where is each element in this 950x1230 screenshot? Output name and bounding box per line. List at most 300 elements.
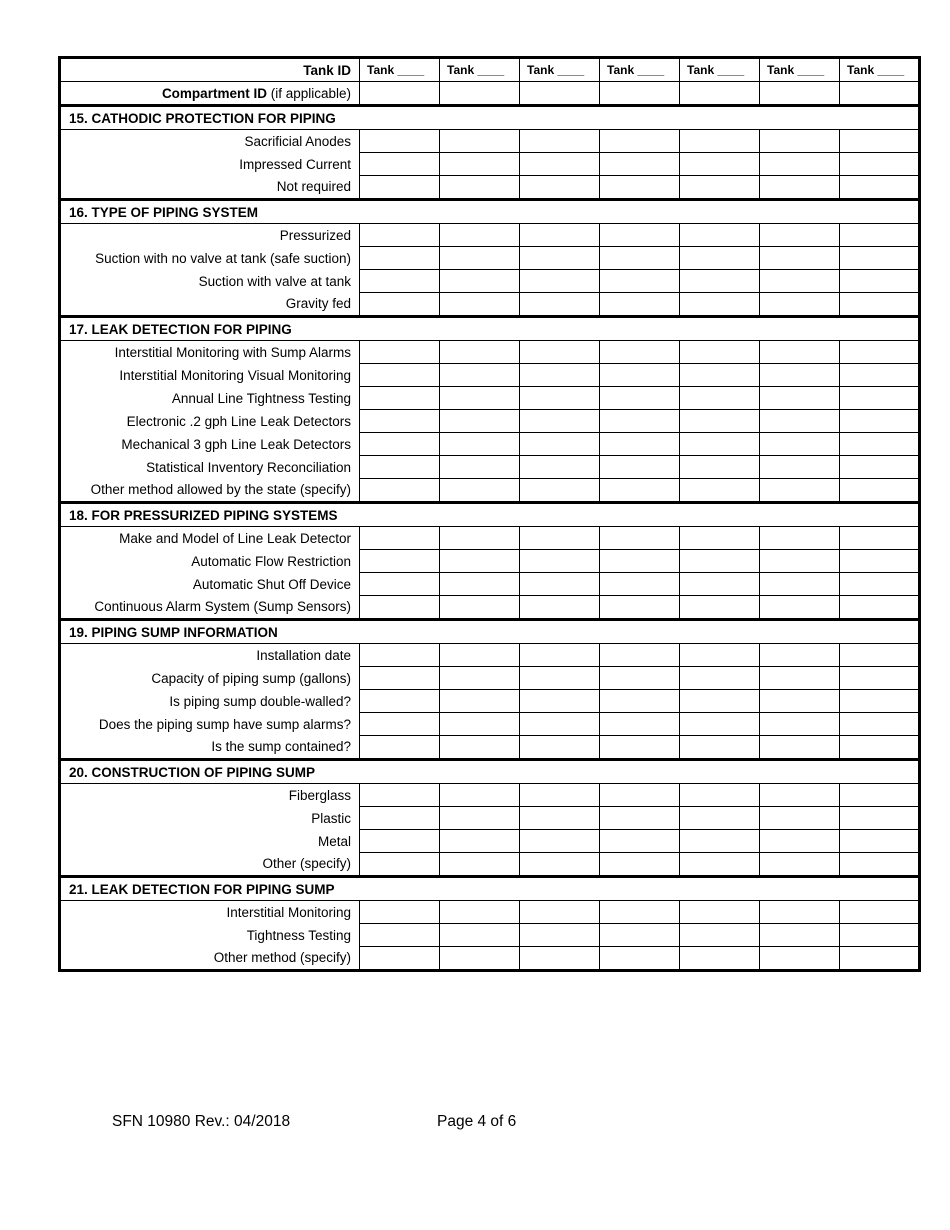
row-label: Suction with no valve at tank (safe suction) <box>60 247 360 270</box>
tank-entry-field[interactable] <box>440 924 520 947</box>
tank-entry-field[interactable] <box>760 853 840 877</box>
row-label: Statistical Inventory Reconciliation <box>60 456 360 479</box>
tank-entry-field[interactable] <box>840 130 920 153</box>
tank-entry-field[interactable] <box>520 153 600 176</box>
tank-entry-field[interactable] <box>520 573 600 596</box>
row-label: Is piping sump double-walled? <box>60 690 360 713</box>
tank-column-header[interactable]: Tank ____ <box>360 58 440 82</box>
tank-entry-field[interactable] <box>520 293 600 317</box>
section-header-row <box>60 620 920 644</box>
tank-entry-field[interactable] <box>520 784 600 807</box>
form-row <box>60 713 920 736</box>
tank-entry-field[interactable] <box>680 479 760 503</box>
tank-entry-field[interactable] <box>440 853 520 877</box>
tank-column-header[interactable]: Tank ____ <box>440 58 520 82</box>
tank-entry-field[interactable] <box>520 807 600 830</box>
section-header-row <box>60 877 920 901</box>
tank-entry-field[interactable] <box>840 247 920 270</box>
row-label: Annual Line Tightness Testing <box>60 387 360 410</box>
tank-entry-field[interactable] <box>360 690 440 713</box>
tank-entry-field[interactable] <box>360 667 440 690</box>
tank-entry-field[interactable] <box>680 247 760 270</box>
tank-entry-field[interactable] <box>520 479 600 503</box>
form-row <box>60 807 920 830</box>
tank-entry-field[interactable] <box>680 224 760 247</box>
tank-entry-field[interactable] <box>680 293 760 317</box>
tank-entry-field[interactable] <box>680 153 760 176</box>
tank-entry-field[interactable] <box>520 713 600 736</box>
form-row <box>60 293 920 317</box>
tank-entry-field[interactable] <box>360 830 440 853</box>
tank-column-header[interactable]: Tank ____ <box>520 58 600 82</box>
tank-entry-field[interactable] <box>440 550 520 573</box>
compartment-id-field[interactable] <box>440 82 520 106</box>
tank-column-header[interactable]: Tank ____ <box>760 58 840 82</box>
form-row <box>60 456 920 479</box>
tank-entry-field[interactable] <box>440 527 520 550</box>
row-label: Electronic .2 gph Line Leak Detectors <box>60 410 360 433</box>
tank-entry-field[interactable] <box>440 364 520 387</box>
section-title: 15. CATHODIC PROTECTION FOR PIPING <box>60 106 920 130</box>
form-number: SFN 10980 Rev.: 04/2018 <box>112 1113 291 1130</box>
tank-entry-field[interactable] <box>840 573 920 596</box>
tank-entry-field[interactable] <box>760 596 840 620</box>
tank-entry-field[interactable] <box>440 713 520 736</box>
tank-entry-field[interactable] <box>680 456 760 479</box>
tank-entry-field[interactable] <box>360 341 440 364</box>
tank-entry-field[interactable] <box>760 387 840 410</box>
tank-entry-field[interactable] <box>600 527 680 550</box>
tank-entry-field[interactable] <box>680 901 760 924</box>
section-title: 16. TYPE OF PIPING SYSTEM <box>60 200 920 224</box>
tank-column-header[interactable]: Tank ____ <box>600 58 680 82</box>
tank-entry-field[interactable] <box>600 784 680 807</box>
tank-entry-field[interactable] <box>520 596 600 620</box>
tank-entry-field[interactable] <box>840 924 920 947</box>
tank-entry-field[interactable] <box>360 736 440 760</box>
tank-entry-field[interactable] <box>760 713 840 736</box>
tank-entry-field[interactable] <box>440 270 520 293</box>
tank-entry-field[interactable] <box>840 410 920 433</box>
tank-entry-field[interactable] <box>600 667 680 690</box>
form-row <box>60 387 920 410</box>
tank-entry-field[interactable] <box>760 293 840 317</box>
tank-entry-field[interactable] <box>360 550 440 573</box>
row-label: Tightness Testing <box>60 924 360 947</box>
tank-entry-field[interactable] <box>680 853 760 877</box>
tank-column-header[interactable]: Tank ____ <box>680 58 760 82</box>
section-header-row <box>60 760 920 784</box>
tank-entry-field[interactable] <box>600 479 680 503</box>
tank-entry-field[interactable] <box>440 293 520 317</box>
tank-entry-field[interactable] <box>680 690 760 713</box>
section-title: 20. CONSTRUCTION OF PIPING SUMP <box>60 760 920 784</box>
section-header-row <box>60 200 920 224</box>
tank-entry-field[interactable] <box>520 410 600 433</box>
tank-entry-field[interactable] <box>520 130 600 153</box>
tank-entry-field[interactable] <box>360 270 440 293</box>
tank-entry-field[interactable] <box>760 364 840 387</box>
form-row <box>60 153 920 176</box>
tank-entry-field[interactable] <box>600 736 680 760</box>
tank-column-header[interactable]: Tank ____ <box>840 58 920 82</box>
tank-entry-field[interactable] <box>600 690 680 713</box>
section-header-row <box>60 106 920 130</box>
tank-entry-field[interactable] <box>360 901 440 924</box>
tank-entry-field[interactable] <box>760 947 840 971</box>
tank-entry-field[interactable] <box>360 924 440 947</box>
section-title: 18. FOR PRESSURIZED PIPING SYSTEMS <box>60 503 920 527</box>
tank-entry-field[interactable] <box>600 713 680 736</box>
tank-entry-field[interactable] <box>680 387 760 410</box>
tank-entry-field[interactable] <box>360 247 440 270</box>
row-label: Pressurized <box>60 224 360 247</box>
tank-entry-field[interactable] <box>440 573 520 596</box>
row-label: Interstitial Monitoring Visual Monitoring <box>60 364 360 387</box>
tank-entry-field[interactable] <box>440 901 520 924</box>
tank-entry-field[interactable] <box>760 901 840 924</box>
row-label: Automatic Shut Off Device <box>60 573 360 596</box>
section-title: 17. LEAK DETECTION FOR PIPING <box>60 317 920 341</box>
tank-entry-field[interactable] <box>760 667 840 690</box>
row-label: Does the piping sump have sump alarms? <box>60 713 360 736</box>
compartment-id-field[interactable] <box>360 82 440 106</box>
tank-piping-form-table <box>58 56 921 972</box>
section-header-row <box>60 317 920 341</box>
tank-entry-field[interactable] <box>360 947 440 971</box>
form-row <box>60 784 920 807</box>
tank-entry-field[interactable] <box>680 364 760 387</box>
tank-entry-field[interactable] <box>600 130 680 153</box>
tank-entry-field[interactable] <box>760 341 840 364</box>
tank-entry-field[interactable] <box>680 410 760 433</box>
row-label: Automatic Flow Restriction <box>60 550 360 573</box>
tank-entry-field[interactable] <box>600 153 680 176</box>
tank-entry-field[interactable] <box>840 736 920 760</box>
tank-entry-field[interactable] <box>840 433 920 456</box>
tank-entry-field[interactable] <box>520 364 600 387</box>
tank-entry-field[interactable] <box>600 807 680 830</box>
tank-entry-field[interactable] <box>840 784 920 807</box>
tank-entry-field[interactable] <box>440 830 520 853</box>
tank-entry-field[interactable] <box>680 596 760 620</box>
tank-entry-field[interactable] <box>760 410 840 433</box>
compartment-id-label: Compartment ID (if applicable) <box>60 82 360 106</box>
form-row <box>60 667 920 690</box>
row-label: Plastic <box>60 807 360 830</box>
tank-entry-field[interactable] <box>360 807 440 830</box>
compartment-id-field[interactable] <box>680 82 760 106</box>
tank-entry-field[interactable] <box>680 176 760 200</box>
tank-entry-field[interactable] <box>520 527 600 550</box>
tank-entry-field[interactable] <box>520 667 600 690</box>
tank-entry-field[interactable] <box>840 853 920 877</box>
tank-entry-field[interactable] <box>840 341 920 364</box>
tank-entry-field[interactable] <box>760 736 840 760</box>
form-row <box>60 247 920 270</box>
tank-entry-field[interactable] <box>760 176 840 200</box>
tank-entry-field[interactable] <box>520 270 600 293</box>
tank-entry-field[interactable] <box>360 853 440 877</box>
tank-entry-field[interactable] <box>680 341 760 364</box>
tank-entry-field[interactable] <box>360 433 440 456</box>
tank-entry-field[interactable] <box>840 690 920 713</box>
tank-entry-field[interactable] <box>360 130 440 153</box>
tank-entry-field[interactable] <box>760 784 840 807</box>
tank-entry-field[interactable] <box>840 550 920 573</box>
form-row <box>60 130 920 153</box>
tank-entry-field[interactable] <box>440 736 520 760</box>
tank-entry-field[interactable] <box>760 830 840 853</box>
tank-entry-field[interactable] <box>680 736 760 760</box>
tank-entry-field[interactable] <box>600 247 680 270</box>
tank-entry-field[interactable] <box>600 341 680 364</box>
form-row <box>60 364 920 387</box>
tank-entry-field[interactable] <box>440 130 520 153</box>
form-row <box>60 550 920 573</box>
row-label: Mechanical 3 gph Line Leak Detectors <box>60 433 360 456</box>
tank-entry-field[interactable] <box>600 293 680 317</box>
row-label: Other (specify) <box>60 853 360 877</box>
tank-entry-field[interactable] <box>360 153 440 176</box>
tank-entry-field[interactable] <box>600 176 680 200</box>
tank-entry-field[interactable] <box>760 644 840 667</box>
tank-entry-field[interactable] <box>440 644 520 667</box>
tank-entry-field[interactable] <box>440 690 520 713</box>
tank-entry-field[interactable] <box>440 410 520 433</box>
tank-entry-field[interactable] <box>680 550 760 573</box>
row-label: Not required <box>60 176 360 200</box>
tank-entry-field[interactable] <box>360 456 440 479</box>
tank-entry-field[interactable] <box>520 736 600 760</box>
form-row <box>60 224 920 247</box>
form-row <box>60 410 920 433</box>
tank-entry-field[interactable] <box>600 830 680 853</box>
tank-entry-field[interactable] <box>680 644 760 667</box>
tank-entry-field[interactable] <box>840 153 920 176</box>
tank-entry-field[interactable] <box>600 433 680 456</box>
compartment-id-field[interactable] <box>600 82 680 106</box>
tank-entry-field[interactable] <box>840 644 920 667</box>
row-label: Other method (specify) <box>60 947 360 971</box>
tank-entry-field[interactable] <box>440 153 520 176</box>
tank-entry-field[interactable] <box>520 644 600 667</box>
tank-entry-field[interactable] <box>760 224 840 247</box>
tank-entry-field[interactable] <box>440 176 520 200</box>
tank-entry-field[interactable] <box>520 341 600 364</box>
compartment-id-field[interactable] <box>760 82 840 106</box>
tank-entry-field[interactable] <box>680 807 760 830</box>
tank-entry-field[interactable] <box>600 364 680 387</box>
tank-id-header-row <box>60 58 920 82</box>
tank-entry-field[interactable] <box>840 947 920 971</box>
tank-entry-field[interactable] <box>360 527 440 550</box>
tank-entry-field[interactable] <box>760 433 840 456</box>
form-row <box>60 433 920 456</box>
tank-entry-field[interactable] <box>600 853 680 877</box>
form-row <box>60 853 920 877</box>
tank-entry-field[interactable] <box>840 830 920 853</box>
row-label: Capacity of piping sump (gallons) <box>60 667 360 690</box>
tank-entry-field[interactable] <box>440 596 520 620</box>
tank-entry-field[interactable] <box>360 573 440 596</box>
form-row <box>60 270 920 293</box>
tank-entry-field[interactable] <box>520 387 600 410</box>
tank-entry-field[interactable] <box>360 293 440 317</box>
tank-entry-field[interactable] <box>520 690 600 713</box>
tank-entry-field[interactable] <box>840 224 920 247</box>
tank-entry-field[interactable] <box>840 667 920 690</box>
tank-entry-field[interactable] <box>440 807 520 830</box>
tank-entry-field[interactable] <box>760 690 840 713</box>
tank-entry-field[interactable] <box>840 527 920 550</box>
tank-entry-field[interactable] <box>360 176 440 200</box>
tank-entry-field[interactable] <box>760 456 840 479</box>
tank-entry-field[interactable] <box>440 667 520 690</box>
tank-entry-field[interactable] <box>840 387 920 410</box>
tank-entry-field[interactable] <box>360 410 440 433</box>
form-row <box>60 690 920 713</box>
tank-entry-field[interactable] <box>520 901 600 924</box>
form-row <box>60 527 920 550</box>
tank-entry-field[interactable] <box>520 924 600 947</box>
row-label: Make and Model of Line Leak Detector <box>60 527 360 550</box>
tank-entry-field[interactable] <box>520 947 600 971</box>
form-row <box>60 901 920 924</box>
form-row <box>60 176 920 200</box>
tank-entry-field[interactable] <box>600 456 680 479</box>
tank-entry-field[interactable] <box>760 270 840 293</box>
tank-entry-field[interactable] <box>680 830 760 853</box>
tank-entry-field[interactable] <box>600 947 680 971</box>
tank-entry-field[interactable] <box>360 364 440 387</box>
tank-entry-field[interactable] <box>680 270 760 293</box>
tank-entry-field[interactable] <box>600 596 680 620</box>
tank-entry-field[interactable] <box>680 947 760 971</box>
tank-entry-field[interactable] <box>840 270 920 293</box>
row-label: Other method allowed by the state (specify) <box>60 479 360 503</box>
tank-entry-field[interactable] <box>680 527 760 550</box>
tank-entry-field[interactable] <box>360 479 440 503</box>
row-label: Is the sump contained? <box>60 736 360 760</box>
tank-entry-field[interactable] <box>520 456 600 479</box>
tank-entry-field[interactable] <box>440 784 520 807</box>
form-row <box>60 830 920 853</box>
tank-entry-field[interactable] <box>360 713 440 736</box>
section-header-row <box>60 503 920 527</box>
tank-entry-field[interactable] <box>840 901 920 924</box>
tank-entry-field[interactable] <box>360 387 440 410</box>
tank-entry-field[interactable] <box>600 901 680 924</box>
tank-entry-field[interactable] <box>760 924 840 947</box>
section-title: 21. LEAK DETECTION FOR PIPING SUMP <box>60 877 920 901</box>
tank-entry-field[interactable] <box>600 573 680 596</box>
tank-entry-field[interactable] <box>440 247 520 270</box>
tank-entry-field[interactable] <box>840 456 920 479</box>
tank-entry-field[interactable] <box>760 527 840 550</box>
tank-entry-field[interactable] <box>600 644 680 667</box>
tank-entry-field[interactable] <box>520 550 600 573</box>
tank-entry-field[interactable] <box>520 830 600 853</box>
row-label: Installation date <box>60 644 360 667</box>
section-title: 19. PIPING SUMP INFORMATION <box>60 620 920 644</box>
tank-entry-field[interactable] <box>760 550 840 573</box>
tank-entry-field[interactable] <box>680 130 760 153</box>
tank-entry-field[interactable] <box>440 456 520 479</box>
row-label: Interstitial Monitoring with Sump Alarms <box>60 341 360 364</box>
tank-entry-field[interactable] <box>840 713 920 736</box>
tank-entry-field[interactable] <box>760 130 840 153</box>
tank-entry-field[interactable] <box>360 596 440 620</box>
row-label: Metal <box>60 830 360 853</box>
tank-entry-field[interactable] <box>840 364 920 387</box>
tank-entry-field[interactable] <box>440 341 520 364</box>
tank-entry-field[interactable] <box>840 176 920 200</box>
tank-entry-field[interactable] <box>440 947 520 971</box>
tank-entry-field[interactable] <box>600 270 680 293</box>
row-label: Sacrificial Anodes <box>60 130 360 153</box>
form-row <box>60 479 920 503</box>
tank-entry-field[interactable] <box>360 644 440 667</box>
tank-entry-field[interactable] <box>680 667 760 690</box>
form-row <box>60 736 920 760</box>
tank-entry-field[interactable] <box>840 596 920 620</box>
tank-entry-field[interactable] <box>680 924 760 947</box>
tank-entry-field[interactable] <box>520 433 600 456</box>
tank-entry-field[interactable] <box>520 853 600 877</box>
tank-entry-field[interactable] <box>440 479 520 503</box>
tank-entry-field[interactable] <box>600 550 680 573</box>
tank-entry-field[interactable] <box>680 573 760 596</box>
form-row <box>60 596 920 620</box>
tank-entry-field[interactable] <box>600 924 680 947</box>
form-row <box>60 924 920 947</box>
page-number: Page 4 of 6 <box>437 1113 517 1130</box>
row-label: Fiberglass <box>60 784 360 807</box>
tank-entry-field[interactable] <box>440 433 520 456</box>
compartment-id-field[interactable] <box>840 82 920 106</box>
tank-entry-field[interactable] <box>600 387 680 410</box>
tank-entry-field[interactable] <box>520 247 600 270</box>
tank-entry-field[interactable] <box>840 479 920 503</box>
tank-entry-field[interactable] <box>520 224 600 247</box>
form-row <box>60 947 920 971</box>
tank-entry-field[interactable] <box>760 153 840 176</box>
row-label: Interstitial Monitoring <box>60 901 360 924</box>
tank-entry-field[interactable] <box>680 784 760 807</box>
form-row <box>60 341 920 364</box>
tank-entry-field[interactable] <box>760 479 840 503</box>
row-label: Suction with valve at tank <box>60 270 360 293</box>
tank-entry-field[interactable] <box>840 293 920 317</box>
tank-entry-field[interactable] <box>440 224 520 247</box>
tank-entry-field[interactable] <box>600 224 680 247</box>
compartment-id-field[interactable] <box>520 82 600 106</box>
form-row <box>60 573 920 596</box>
tank-entry-field[interactable] <box>760 247 840 270</box>
tank-entry-field[interactable] <box>360 784 440 807</box>
tank-entry-field[interactable] <box>840 807 920 830</box>
tank-entry-field[interactable] <box>760 807 840 830</box>
row-label: Continuous Alarm System (Sump Sensors) <box>60 596 360 620</box>
tank-entry-field[interactable] <box>440 387 520 410</box>
tank-entry-field[interactable] <box>520 176 600 200</box>
tank-entry-field[interactable] <box>680 433 760 456</box>
tank-entry-field[interactable] <box>600 410 680 433</box>
tank-entry-field[interactable] <box>360 224 440 247</box>
tank-entry-field[interactable] <box>760 573 840 596</box>
tank-entry-field[interactable] <box>680 713 760 736</box>
